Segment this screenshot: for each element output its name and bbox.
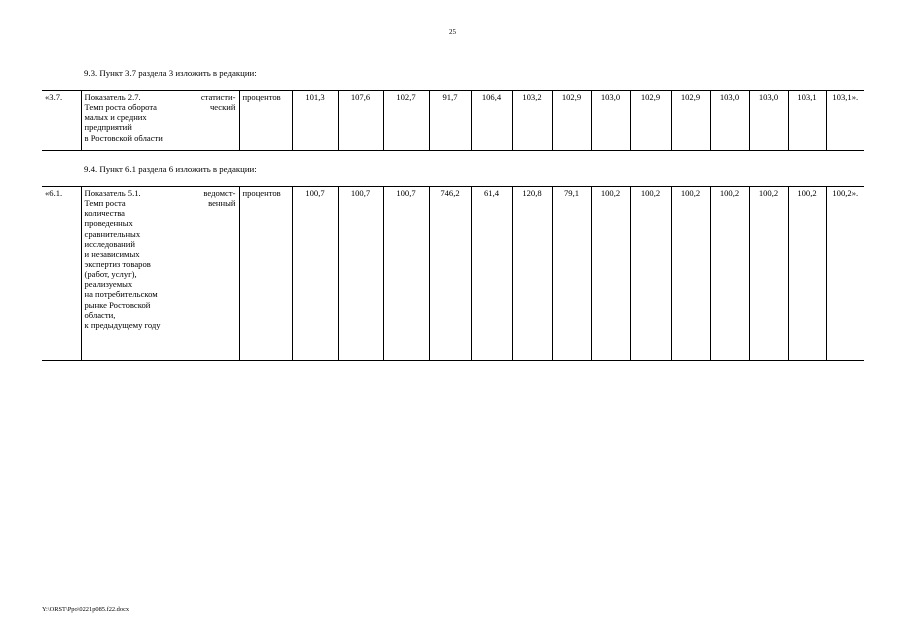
- indicator-name-line: малых и средних: [84, 112, 147, 123]
- value-cell: 103,1: [788, 91, 826, 151]
- indicator-name: [81, 91, 239, 151]
- indicator-name-line: проведенных: [84, 218, 133, 229]
- value-cell: 91,7: [429, 91, 471, 151]
- indicator-source-part2: венный: [208, 198, 236, 208]
- value-cell: 103,2: [512, 91, 552, 151]
- table-indicator-3-7: [42, 90, 864, 151]
- value-cell: 102,9: [552, 91, 591, 151]
- value-cell: 106,4: [471, 91, 512, 151]
- value-cell: 100,2: [788, 187, 826, 361]
- indicator-source-part1: статисти-: [200, 92, 236, 102]
- indicator-source-part1: ведомст-: [203, 188, 236, 198]
- value-cell: 79,1: [552, 187, 591, 361]
- value-cell: 102,9: [630, 91, 671, 151]
- value-cell: 746,2: [429, 187, 471, 361]
- indicator-title: Показатель 5.1.: [84, 188, 141, 198]
- value-cell: 103,1».: [826, 91, 864, 151]
- indicator-title: Показатель 2.7.: [84, 92, 141, 102]
- value-cell: 100,2».: [826, 187, 864, 361]
- value-cell: 100,2: [671, 187, 710, 361]
- section-heading-9-4: 9.4. Пункт 6.1 раздела 6 изложить в редакции:: [84, 164, 257, 174]
- indicator-name-line: в Ростовской области: [84, 132, 163, 143]
- value-cell: 100,7: [383, 187, 429, 361]
- unit-cell: процентов: [239, 187, 292, 361]
- indicator-name-line: реализуемых: [84, 279, 133, 290]
- value-cell: 107,6: [338, 91, 383, 151]
- indicator-name-line: на потребительском: [84, 289, 158, 300]
- indicator-name-line: предприятий: [84, 122, 132, 133]
- row-number: «6.1.: [42, 187, 81, 361]
- indicator-name-line: области,: [84, 309, 116, 320]
- value-cell: 100,2: [710, 187, 749, 361]
- value-cell: 102,9: [671, 91, 710, 151]
- value-cell: 103,0: [591, 91, 630, 151]
- indicator-name-line: (работ, услуг),: [84, 269, 137, 280]
- row-number: «3.7.: [42, 91, 81, 151]
- indicator-name-line: к предыдущему году: [84, 319, 161, 330]
- table-row: [42, 187, 864, 361]
- value-cell: 100,7: [292, 187, 338, 361]
- value-cell: 101,3: [292, 91, 338, 151]
- section-heading-9-3: 9.3. Пункт 3.7 раздела 3 изложить в редакции:: [84, 68, 257, 78]
- table-indicator-6-1: [42, 186, 864, 361]
- value-cell: 103,0: [710, 91, 749, 151]
- value-cell: 103,0: [749, 91, 788, 151]
- value-cell: 100,2: [630, 187, 671, 361]
- value-cell: 102,7: [383, 91, 429, 151]
- indicator-name-line: Темп роста: [84, 198, 126, 209]
- value-cell: 100,2: [591, 187, 630, 361]
- value-cell: 100,2: [749, 187, 788, 361]
- page-number: 25: [449, 28, 456, 36]
- indicator-name-line: исследований: [84, 238, 135, 249]
- indicator-name-line: количества: [84, 208, 125, 219]
- indicator-name-line: рынке Ростовской: [84, 299, 151, 310]
- indicator-name-line: и независимых: [84, 248, 140, 259]
- indicator-source-part2: ческий: [209, 102, 236, 112]
- value-cell: 100,7: [338, 187, 383, 361]
- indicator-name: [81, 187, 239, 361]
- unit-cell: процентов: [239, 91, 292, 151]
- indicator-name-line: Темп роста оборота: [84, 102, 157, 113]
- table-row: [42, 91, 864, 151]
- value-cell: 120,8: [512, 187, 552, 361]
- indicator-name-line: сравнительных: [84, 228, 141, 239]
- indicator-name-line: экспертиз товаров: [84, 258, 151, 269]
- footer-file-path: Y:\ORST\Ppo\0221p085.f22.docx: [42, 606, 130, 613]
- value-cell: 61,4: [471, 187, 512, 361]
